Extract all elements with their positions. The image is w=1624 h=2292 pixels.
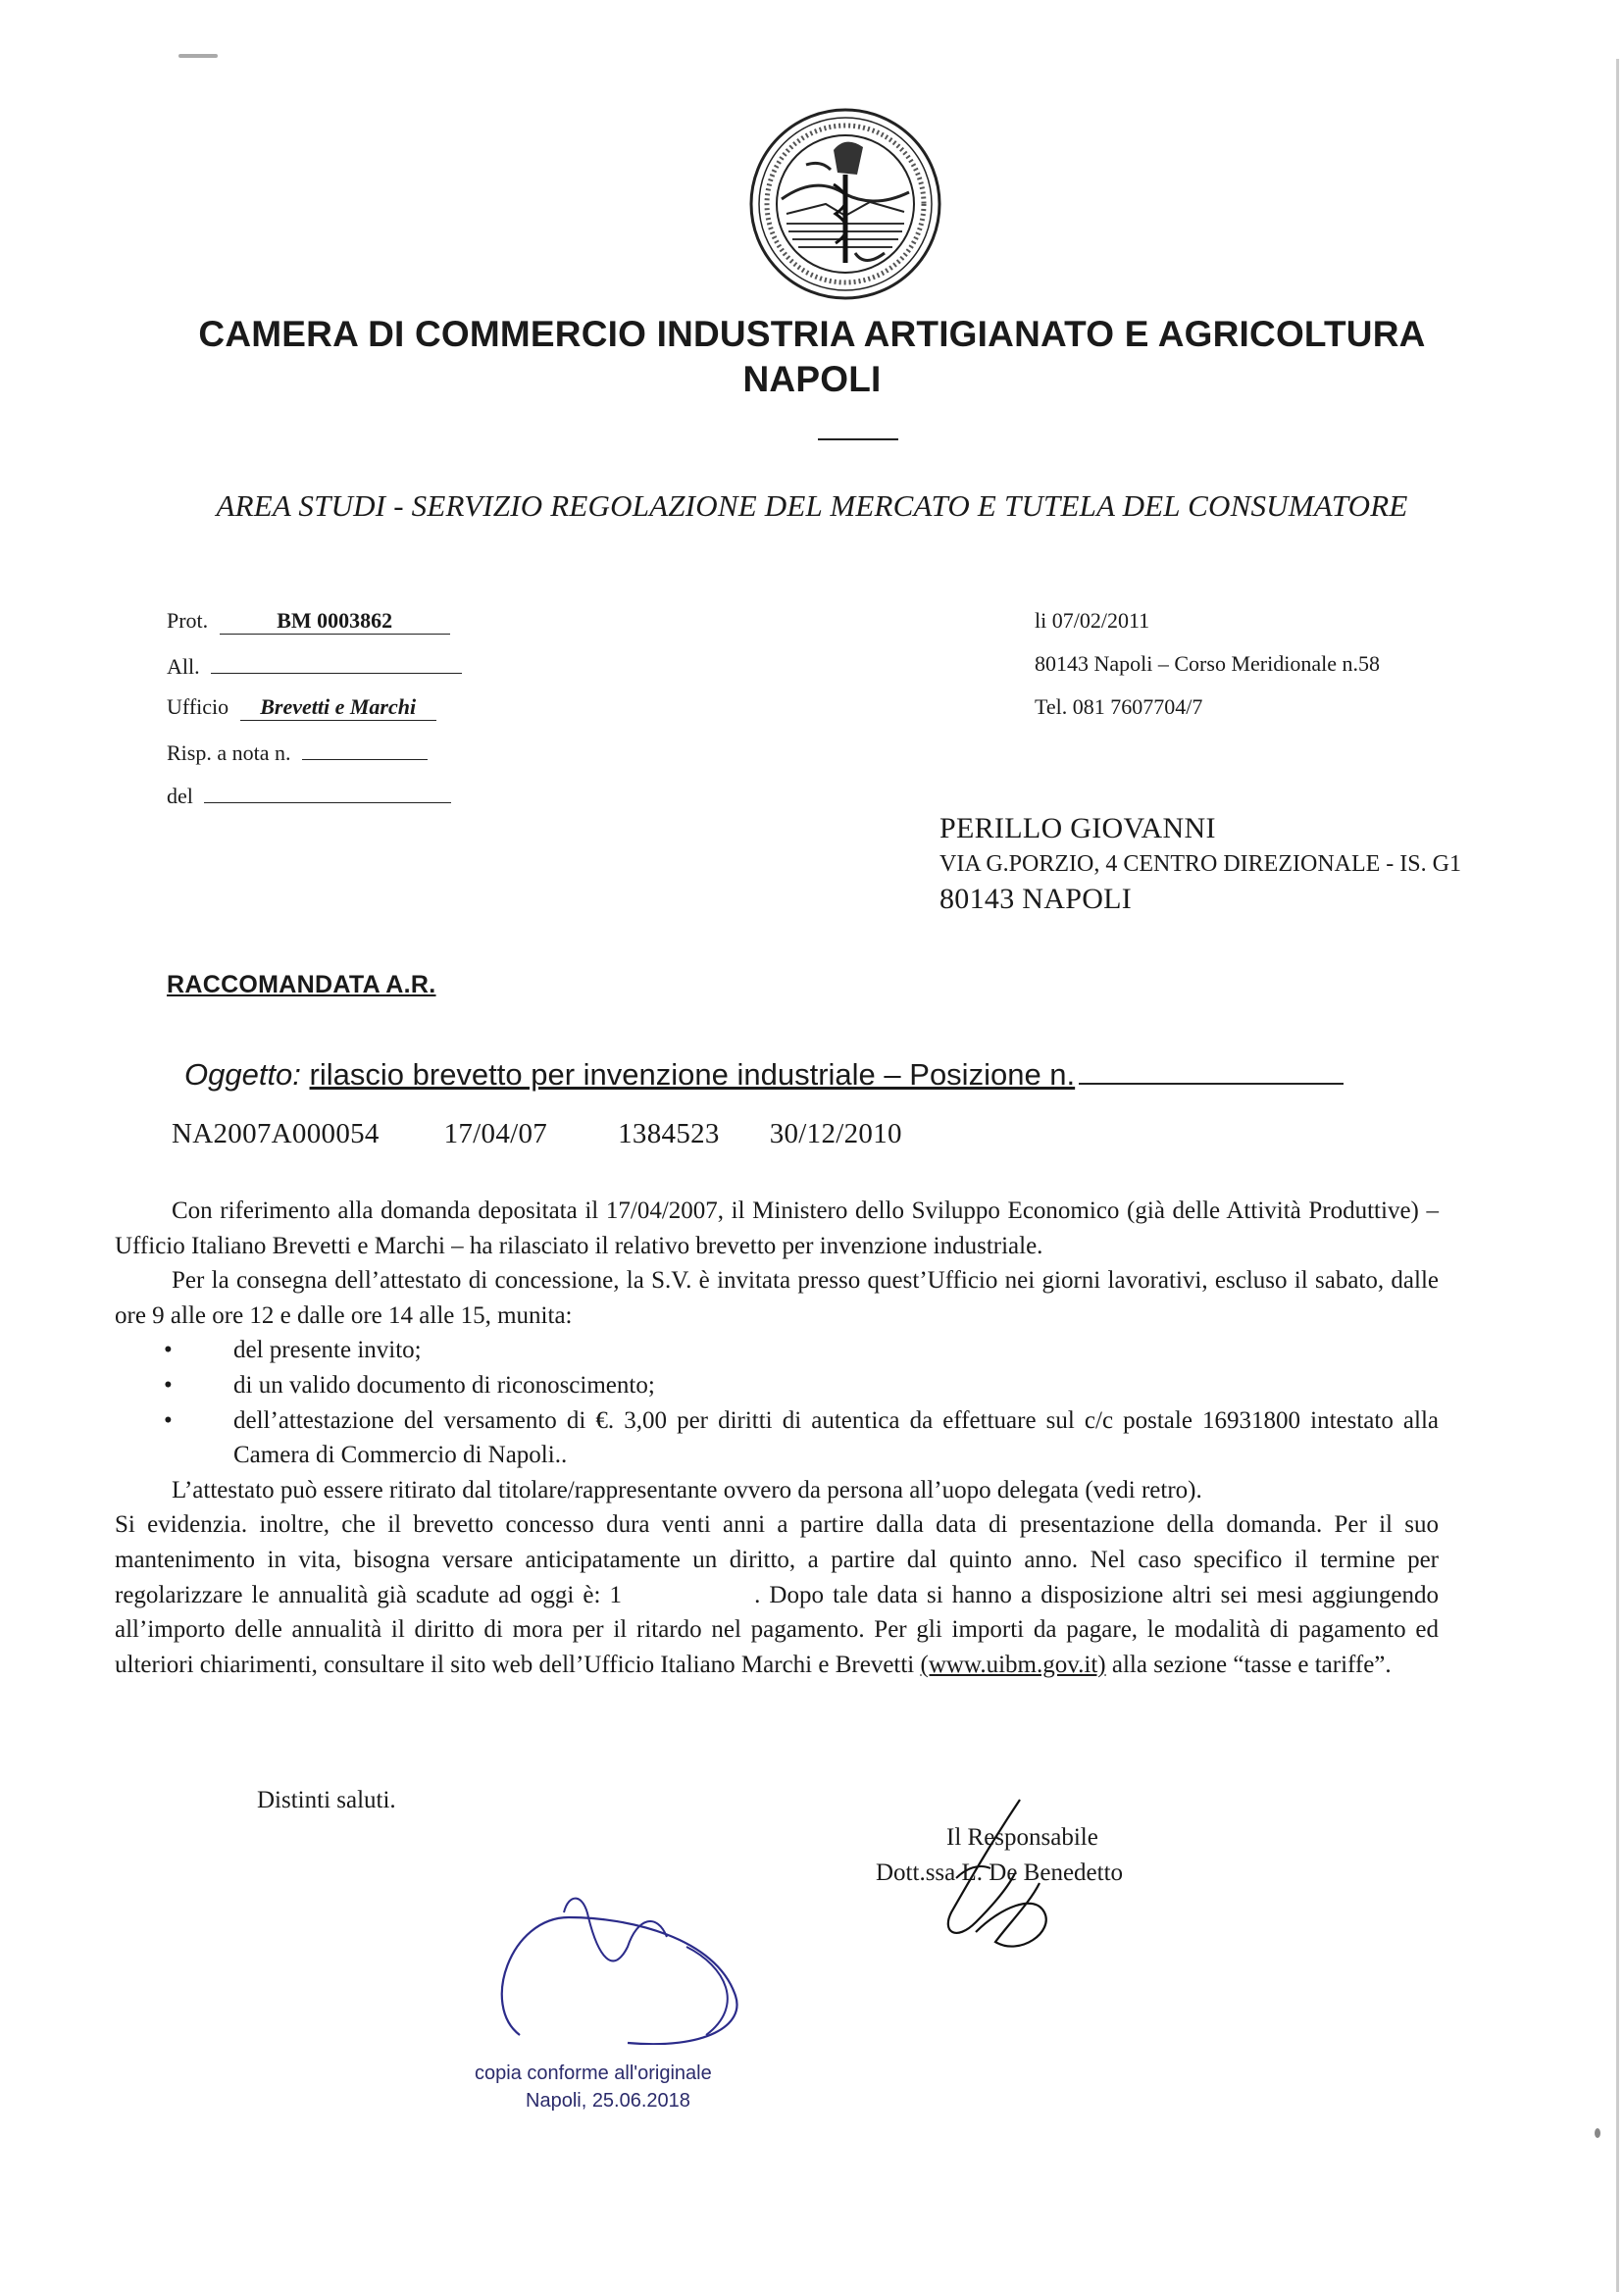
title-divider — [818, 438, 898, 440]
annuity-text-end: alla sezione “tasse e tariffe”. — [1111, 1651, 1392, 1678]
ufficio-value: Brevetti e Marchi — [240, 694, 436, 721]
handwritten-signature — [863, 1785, 1098, 1957]
annuity-text-middle: . Dopo tale data si hanno a disposizione altri sei mesi aggiungendo all’importo delle annualità il diritto di mora per il ritardo nel pagamento. Per gli importi da pagare, le modalità di pagamento ed ulteriori chiarimenti, consultare il sito web dell’Ufficio Italiano Marchi e Brevetti — [115, 1581, 1439, 1678]
recipient-address: VIA G.PORZIO, 4 CENTRO DIREZIONALE - IS. G1 — [939, 851, 1461, 877]
org-name-line1: CAMERA DI COMMERCIO INDUSTRIA ARTIGIANATO E AGRICOLTURA — [198, 314, 1426, 354]
del-label: del — [167, 784, 193, 808]
website-link[interactable]: (www.uibm.gov.it) — [920, 1651, 1106, 1678]
signer-name: Dott.ssa L. De Benedetto — [876, 1859, 1124, 1886]
subject-fill-line — [1079, 1059, 1344, 1085]
prot-value: BM 0003862 — [220, 608, 450, 635]
list-item-text: dell’attestazione del versamento di €. 3,00 per diritti di autentica da effettuare sul c/c postale 16931800 intestato alla Camera di Commercio di Napoli.. — [233, 1406, 1439, 1469]
registered-mail-label: RACCOMANDATA A.R. — [167, 971, 436, 998]
subject-line — [184, 1057, 1344, 1093]
bullet-icon: • — [164, 1337, 173, 1364]
letter-date: li 07/02/2011 — [1035, 608, 1150, 633]
annuity-text-start: Si evidenzia. inoltre, che il brevetto concesso dura venti anni a partire dalla data di presentazione della domanda. Per il suo mantenimento in vita, bisogna versare anticipatamente un diritto, a partire dal quinto anno. Nel caso specifico il termine per regolarizzare le annualità già scadute ad oggi è: 1 — [115, 1511, 1439, 1608]
recipient-city: 80143 NAPOLI — [939, 883, 1133, 915]
bullet-icon: • — [164, 1371, 173, 1399]
area-subtitle: AREA STUDI - SERVIZIO REGOLAZIONE DEL MERCATO E TUTELA DEL CONSUMATORE — [216, 488, 1408, 523]
stamp-text-line2: Napoli, 25.06.2018 — [526, 2090, 690, 2112]
requirements-list — [115, 1333, 1439, 1472]
prot-label: Prot. — [167, 608, 209, 633]
filing-date: 17/04/07 — [443, 1118, 548, 1149]
list-item-text: del presente invito; — [233, 1337, 422, 1364]
grant-date: 30/12/2010 — [769, 1118, 902, 1149]
body-paragraph — [115, 1507, 1439, 1682]
list-item — [115, 1368, 1439, 1403]
office-phone: Tel. 081 7607704/7 — [1035, 694, 1203, 719]
signer-title: Il Responsabile — [946, 1824, 1098, 1851]
certified-copy-stamp — [461, 1878, 775, 2045]
all-row — [167, 651, 462, 681]
prot-row — [167, 608, 450, 637]
application-number: NA2007A000054 — [172, 1118, 380, 1149]
del-row — [167, 781, 451, 810]
risp-line — [302, 738, 428, 760]
greeting: Distinti saluti. — [257, 1787, 396, 1813]
list-item — [115, 1333, 1439, 1368]
scan-speck — [178, 54, 218, 58]
body-paragraph: Con riferimento alla domanda depositata il 17/04/2007, il Ministero dello Sviluppo Economico (già delle Attività Produttive) – Ufficio Italiano Brevetti e Marchi – ha rilasciato il relativo brevetto per invenzione industriale. — [115, 1197, 1439, 1259]
org-title — [98, 312, 1526, 402]
risp-label: Risp. a nota n. — [167, 740, 291, 765]
subject-text: rilascio brevetto per invenzione industriale – Posizione n. — [309, 1057, 1076, 1092]
body-paragraph: Per la consegna dell’attestato di concessione, la S.V. è invitata presso quest’Ufficio nei giorni lavorativi, escluso il sabato, dalle ore 9 alle ore 12 e dalle ore 14 alle 15, munita: — [115, 1267, 1439, 1329]
all-line — [211, 651, 462, 674]
scan-speck — [1595, 2128, 1600, 2138]
scan-speck — [1616, 59, 1619, 2292]
office-address: 80143 Napoli – Corso Meridionale n.58 — [1035, 651, 1380, 676]
bullet-icon: • — [164, 1406, 173, 1434]
subject-label: Oggetto: — [184, 1057, 301, 1092]
body-paragraph: L’attestato può essere ritirato dal titolare/rappresentante ovvero da persona all’uopo delegata (vedi retro). — [172, 1476, 1202, 1503]
position-row — [172, 1118, 902, 1150]
list-item-text: di un valido documento di riconoscimento; — [233, 1371, 655, 1399]
ufficio-row — [167, 694, 436, 724]
org-name-line2: NAPOLI — [742, 359, 882, 399]
patent-number: 1384523 — [618, 1118, 720, 1149]
all-label: All. — [167, 654, 200, 679]
ufficio-label: Ufficio — [167, 694, 229, 719]
chamber-emblem-seal — [747, 106, 943, 302]
del-line — [204, 781, 451, 803]
stamp-text-line1: copia conforme all'originale — [475, 2063, 712, 2084]
letter-body — [115, 1194, 1439, 1682]
list-item — [115, 1403, 1439, 1473]
risp-row — [167, 738, 428, 767]
recipient-name: PERILLO GIOVANNI — [939, 812, 1216, 844]
